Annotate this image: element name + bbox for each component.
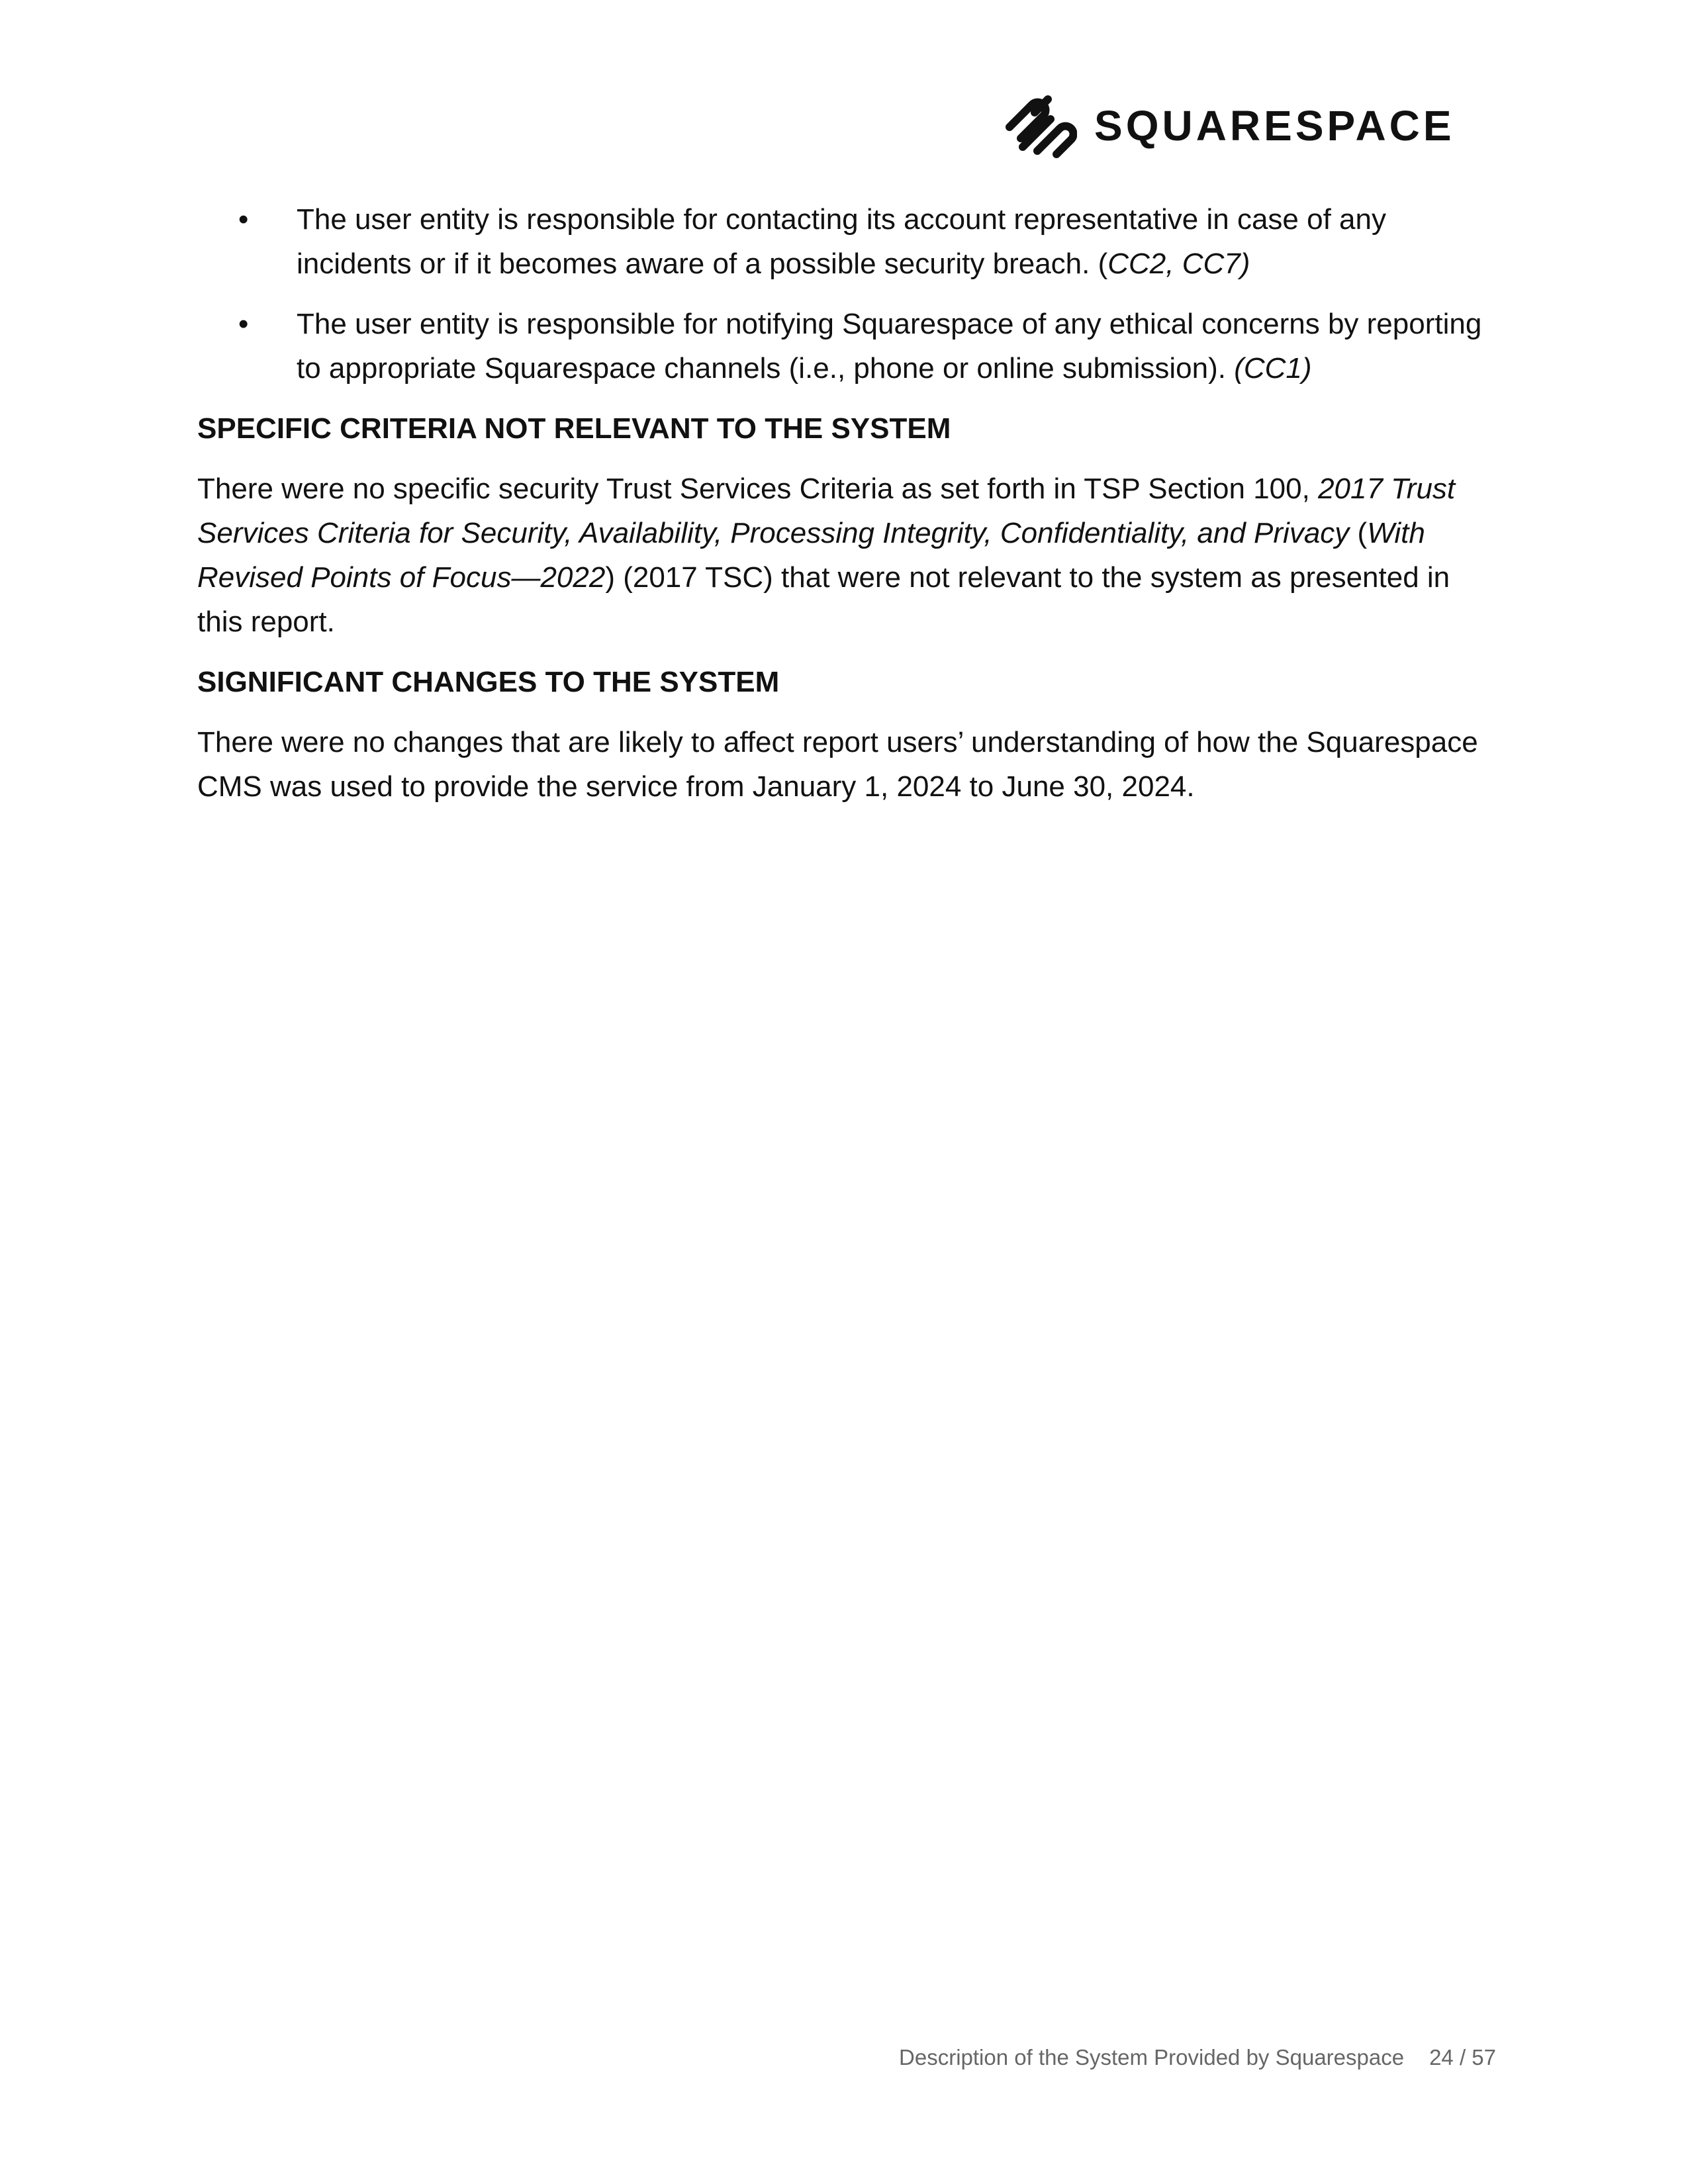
bullet-text: The user entity is responsible for notifying Squarespace of any ethical concerns by reporting to appropriate Squarespace channels (i.e., phone or online submission). (CC1) — [297, 308, 1482, 385]
bullet-icon: • — [238, 203, 249, 236]
page-footer — [874, 2045, 1496, 2070]
page-number: 24 / 57 — [1429, 2045, 1496, 2070]
list-item — [197, 197, 1495, 286]
bullet-text: The user entity is responsible for contacting its account representative in case of any incidents or if it becomes aware of a possible security breach. (CC2, CC7) — [297, 203, 1386, 280]
footer-description: Description of the System Provided by Squarespace — [899, 2045, 1405, 2070]
changes-paragraph: There were no changes that are likely to affect report users’ understanding of how the Squarespace CMS was used to provide the service from January 1, 2024 to June 30, 2024. — [197, 726, 1478, 803]
list-item — [197, 302, 1495, 390]
section-heading-criteria: SPECIFIC CRITERIA NOT RELEVANT TO THE SYSTEM — [197, 412, 951, 445]
section-heading-changes: SIGNIFICANT CHANGES TO THE SYSTEM — [197, 666, 780, 698]
squarespace-logo — [1003, 93, 1455, 159]
criteria-paragraph: There were no specific security Trust Services Criteria as set forth in TSP Section 100, 2017 Trust Services Criteria for Security, Availability, Processing Integrity, Confidentiality, and Privacy (With Revised Points of Focus—2022) (2017 TSC) that were not relevant to the system as presented in this report. — [197, 473, 1456, 638]
document-body — [197, 197, 1495, 825]
bullet-icon: • — [238, 308, 249, 340]
logo-wordmark: SQUARESPACE — [1094, 102, 1455, 150]
squarespace-logo-icon — [1003, 93, 1077, 159]
